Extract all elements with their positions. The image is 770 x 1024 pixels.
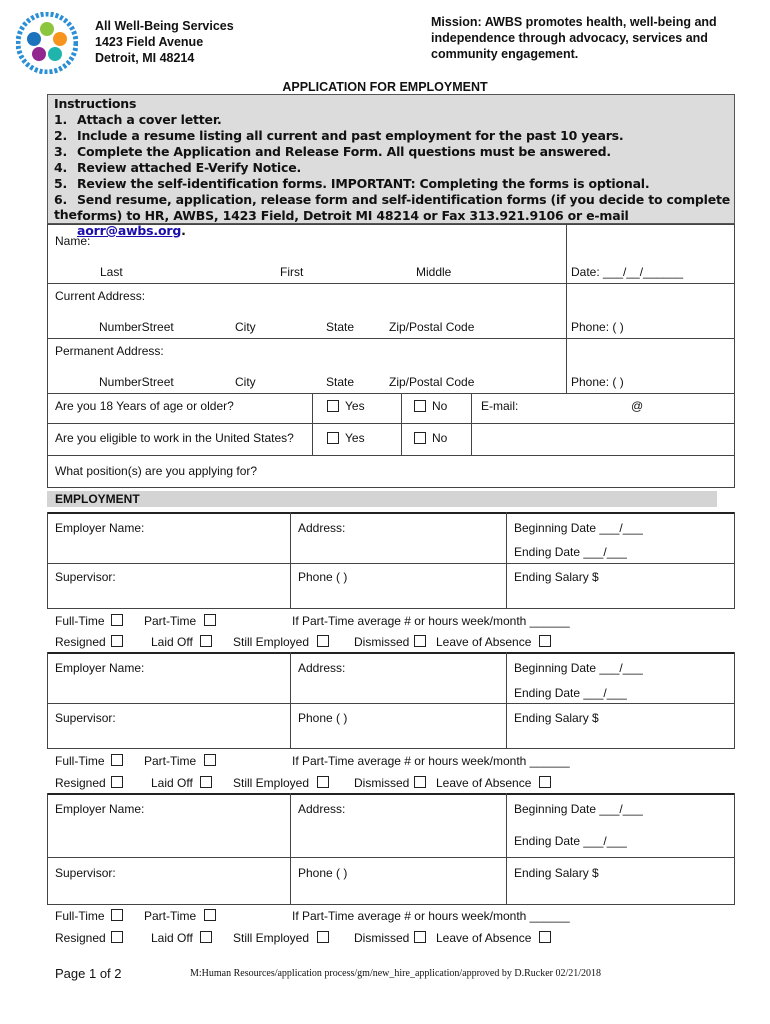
resigned-checkbox[interactable] [111, 776, 123, 788]
employer-name-field[interactable]: Employer Name: [55, 661, 145, 675]
current-city-field[interactable]: City [235, 320, 256, 334]
eligible-yes-checkbox[interactable] [327, 432, 339, 444]
current-street-field[interactable]: NumberStreet [99, 320, 174, 334]
email-field[interactable]: @ [631, 399, 644, 413]
resigned-label: Resigned [55, 776, 106, 790]
still-employed-label: Still Employed [233, 931, 310, 945]
supervisor-field[interactable]: Supervisor: [55, 570, 116, 584]
divider [47, 748, 735, 749]
first-name-field[interactable]: First [280, 265, 304, 279]
divider [290, 793, 291, 904]
dismissed-label: Dismissed [354, 776, 410, 790]
supervisor-field[interactable]: Supervisor: [55, 866, 116, 880]
divider [47, 563, 735, 564]
page-number: Page 1 of 2 [55, 966, 122, 981]
divider [47, 703, 735, 704]
org-street: 1423 Field Avenue [95, 35, 204, 49]
employer-address-field[interactable]: Address: [298, 661, 346, 675]
file-path-note: M:Human Resources/application process/gm/new_hire_application/approved by D.Rucker 02/21/2018 [190, 968, 602, 979]
leave-checkbox[interactable] [539, 635, 551, 647]
divider [290, 652, 291, 748]
dismissed-label: Dismissed [354, 931, 410, 945]
laid-off-label: Laid Off [151, 776, 193, 790]
hr-email-link[interactable]: aorr@awbs.org [77, 223, 182, 238]
current-zip-field[interactable]: Zip/Postal Code [389, 320, 475, 334]
dismissed-checkbox[interactable] [414, 635, 426, 647]
leave-checkbox[interactable] [539, 931, 551, 943]
full-time-label: Full-Time [55, 754, 105, 768]
divider [47, 608, 735, 609]
beginning-date-field[interactable]: Beginning Date ___/___ [514, 521, 643, 535]
awbs-logo [16, 12, 78, 74]
resigned-checkbox[interactable] [111, 931, 123, 943]
age-yes-label: Yes [345, 399, 365, 413]
eligibility-question: Are you eligible to work in the United States? [55, 431, 294, 445]
current-phone-field[interactable]: Phone: ( ) [571, 320, 624, 334]
form-title: APPLICATION FOR EMPLOYMENT [282, 80, 488, 94]
org-address [95, 18, 234, 66]
instruction-item: 6. Send resume, application, release form and self-identification forms (if you decide to complete the [54, 192, 731, 222]
divider [734, 652, 735, 748]
part-time-checkbox[interactable] [204, 614, 216, 626]
laid-off-checkbox[interactable] [200, 635, 212, 647]
divider [47, 857, 735, 858]
ending-salary-field[interactable]: Ending Salary $ [514, 570, 599, 584]
divider [566, 224, 567, 393]
part-time-average-field[interactable]: If Part-Time average # or hours week/month ______ [292, 909, 570, 923]
permanent-street-field[interactable]: NumberStreet [99, 375, 174, 389]
divider [47, 652, 735, 654]
divider [734, 793, 735, 904]
employer-phone-field[interactable]: Phone ( ) [298, 866, 348, 880]
supervisor-field[interactable]: Supervisor: [55, 711, 116, 725]
still-employed-checkbox[interactable] [317, 776, 329, 788]
age-no-label: No [432, 399, 448, 413]
part-time-label: Part-Time [144, 614, 197, 628]
part-time-label: Part-Time [144, 909, 197, 923]
dismissed-checkbox[interactable] [414, 931, 426, 943]
leave-label: Leave of Absence [436, 635, 532, 649]
instruction-item: 2. Include a resume listing all current and past employment for the past 10 years. [54, 128, 624, 143]
leave-label: Leave of Absence [436, 776, 532, 790]
current-state-field[interactable]: State [326, 320, 355, 334]
divider [47, 793, 48, 904]
divider [47, 512, 735, 514]
divider [47, 455, 735, 456]
laid-off-checkbox[interactable] [200, 776, 212, 788]
age-question: Are you 18 Years of age or older? [55, 399, 234, 413]
instruction-item: 5. Review the self-identification forms. IMPORTANT: Completing the forms is optional. [54, 176, 650, 191]
divider [47, 338, 735, 339]
divider [47, 904, 735, 905]
part-time-checkbox[interactable] [204, 909, 216, 921]
dismissed-label: Dismissed [354, 635, 410, 649]
ending-salary-field[interactable]: Ending Salary $ [514, 711, 599, 725]
current-address-label: Current Address: [55, 289, 146, 303]
laid-off-label: Laid Off [151, 635, 193, 649]
instructions-panel [47, 94, 735, 238]
instruction-item: 3. Complete the Application and Release Form. All questions must be answered. [54, 144, 611, 159]
resigned-label: Resigned [55, 635, 106, 649]
still-employed-checkbox[interactable] [317, 931, 329, 943]
full-time-checkbox[interactable] [111, 614, 123, 626]
instruction-item: 4. Review attached E-Verify Notice. [54, 160, 302, 175]
employer-phone-field[interactable]: Phone ( ) [298, 711, 348, 725]
full-time-label: Full-Time [55, 614, 105, 628]
divider [47, 423, 735, 424]
divider [506, 652, 507, 748]
employment-section-header: EMPLOYMENT [47, 491, 717, 507]
middle-name-field[interactable]: Middle [416, 265, 452, 279]
part-time-average-field[interactable]: If Part-Time average # or hours week/month ______ [292, 754, 570, 768]
permanent-zip-field[interactable]: Zip/Postal Code [389, 375, 475, 389]
divider [506, 793, 507, 904]
divider [47, 652, 48, 748]
divider [471, 393, 472, 455]
resigned-checkbox[interactable] [111, 635, 123, 647]
divider [47, 512, 48, 608]
age-no-checkbox[interactable] [414, 400, 426, 412]
divider [47, 283, 735, 284]
dismissed-checkbox[interactable] [414, 776, 426, 788]
beginning-date-field[interactable]: Beginning Date ___/___ [514, 802, 643, 816]
date-field[interactable]: Date: ___/__/______ [571, 265, 684, 279]
full-time-checkbox[interactable] [111, 754, 123, 766]
employer-name-field[interactable]: Employer Name: [55, 521, 145, 535]
full-time-label: Full-Time [55, 909, 105, 923]
permanent-state-field[interactable]: State [326, 375, 355, 389]
divider [47, 793, 735, 795]
resigned-label: Resigned [55, 931, 106, 945]
employer-name-field[interactable]: Employer Name: [55, 802, 145, 816]
org-name: All Well-Being Services [95, 19, 234, 33]
leave-label: Leave of Absence [436, 931, 532, 945]
part-time-checkbox[interactable] [204, 754, 216, 766]
instruction-item-cont: forms) to HR, AWBS, 1423 Field, Detroit MI 48214 or Fax 313.921.9106 or e-mail aorr@awbs.org. [77, 208, 629, 238]
laid-off-checkbox[interactable] [200, 931, 212, 943]
instructions-heading: Instructions [54, 96, 137, 111]
ending-date-field[interactable]: Ending Date ___/___ [514, 834, 627, 848]
ending-salary-field[interactable]: Ending Salary $ [514, 866, 599, 880]
leave-checkbox[interactable] [539, 776, 551, 788]
divider [290, 512, 291, 608]
employer-phone-field[interactable]: Phone ( ) [298, 570, 348, 584]
permanent-address-label: Permanent Address: [55, 344, 164, 358]
divider [401, 393, 402, 455]
permanent-phone-field[interactable]: Phone: ( ) [571, 375, 624, 389]
laid-off-label: Laid Off [151, 931, 193, 945]
last-name-field[interactable]: Last [100, 265, 123, 279]
divider [734, 512, 735, 608]
divider [47, 393, 735, 394]
eligible-yes-label: Yes [345, 431, 365, 445]
eligible-no-checkbox[interactable] [414, 432, 426, 444]
part-time-label: Part-Time [144, 754, 197, 768]
age-yes-checkbox[interactable] [327, 400, 339, 412]
employer-address-field[interactable]: Address: [298, 802, 346, 816]
mission-statement: Mission: AWBS promotes health, well-being and independence through advocacy, services and community engagement. [431, 15, 717, 61]
divider [506, 512, 507, 608]
position-question[interactable]: What position(s) are you applying for? [55, 464, 258, 478]
ending-date-field[interactable]: Ending Date ___/___ [514, 686, 627, 700]
name-label: Name: [55, 234, 91, 248]
divider [312, 393, 313, 455]
eligible-no-label: No [432, 431, 448, 445]
still-employed-label: Still Employed [233, 635, 310, 649]
permanent-city-field[interactable]: City [235, 375, 256, 389]
instruction-item: 1. Attach a cover letter. [54, 112, 222, 127]
part-time-average-field[interactable]: If Part-Time average # or hours week/month ______ [292, 614, 570, 628]
ending-date-field[interactable]: Ending Date ___/___ [514, 545, 627, 559]
beginning-date-field[interactable]: Beginning Date ___/___ [514, 661, 643, 675]
org-city: Detroit, MI 48214 [95, 51, 195, 65]
employer-address-field[interactable]: Address: [298, 521, 346, 535]
still-employed-label: Still Employed [233, 776, 310, 790]
email-label: E-mail: [481, 399, 519, 413]
still-employed-checkbox[interactable] [317, 635, 329, 647]
full-time-checkbox[interactable] [111, 909, 123, 921]
